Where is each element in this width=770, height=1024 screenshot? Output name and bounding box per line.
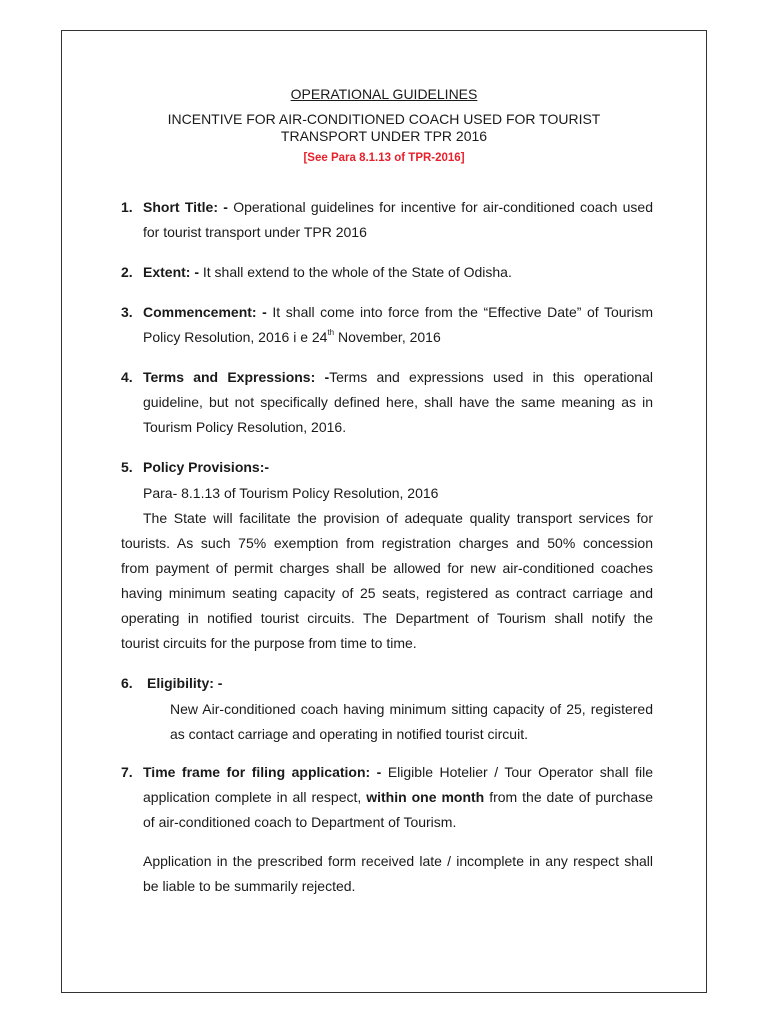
section-3-line-1: Commencement: - It shall come into force from the “Effective Date” of Tourism [143, 304, 653, 320]
section-5-line-5: operating in notified tourist circuits. The Department of Tourism shall notify the [121, 610, 653, 626]
section-6-line-1: New Air-conditioned coach having minimum sitting capacity of 25, registered [170, 701, 653, 717]
section-3-number: 3. [121, 304, 133, 320]
section-5-line-3: from payment of permit charges shall be allowed for new air-conditioned coaches [121, 560, 653, 576]
section-4-line-3: Tourism Policy Resolution, 2016. [143, 419, 347, 435]
section-4-line-1: Terms and Expressions: -Terms and expressions used in this operational [143, 369, 653, 385]
section-7-line-1: Time frame for filing application: - Eligible Hotelier / Tour Operator shall file [143, 764, 653, 780]
section-2-number: 2. [121, 264, 133, 280]
section-4-number: 4. [121, 369, 133, 385]
reference-note: [See Para 8.1.13 of TPR-2016] [303, 152, 465, 164]
section-5-line-6: tourist circuits for the purpose from time to time. [121, 635, 417, 651]
section-5-para-ref: Para- 8.1.13 of Tourism Policy Resolution, 2016 [143, 485, 439, 501]
section-4-heading: Terms and Expressions: - [143, 369, 330, 385]
section-1-heading: Short Title: - [143, 199, 228, 215]
section-7-note-line-1: Application in the prescribed form received late / incomplete in any respect shall [143, 853, 653, 869]
section-5-heading: Policy Provisions:- [143, 459, 270, 475]
section-4-line-2: guideline, but not specifically defined here, shall have the same meaning as in [143, 394, 653, 410]
section-1-line-1: Short Title: - Operational guidelines for incentive for air-conditioned coach used [143, 199, 654, 215]
section-5-number: 5. [121, 459, 133, 475]
section-5-line-1: The State will facilitate the provision of adequate quality transport services for [143, 510, 653, 526]
section-6-heading: Eligibility: - [147, 675, 223, 691]
section-7-line-3: of air-conditioned coach to Department of Tourism. [143, 814, 457, 830]
section-6-number: 6. [121, 675, 133, 691]
subtitle-line-1: INCENTIVE FOR AIR-CONDITIONED COACH USED FOR TOURIST [167, 111, 601, 127]
section-3-heading: Commencement: - [143, 304, 267, 320]
section-7-heading: Time frame for filing application: - [143, 764, 382, 780]
section-6-line-2: as contact carriage and operating in notified tourist circuit. [170, 726, 528, 742]
section-1-line-2: for tourist transport under TPR 2016 [143, 224, 367, 240]
section-2-line-1: Extent: - It shall extend to the whole of the State of Odisha. [143, 264, 512, 280]
section-7-line-2: application complete in all respect, within one month from the date of purchase [143, 789, 653, 805]
section-5-line-2: tourists. As such 75% exemption from registration charges and 50% concession [121, 535, 653, 551]
section-7-note-line-2: be liable to be summarily rejected. [143, 878, 356, 894]
document-subtitle [61, 111, 707, 145]
document-title: OPERATIONAL GUIDELINES [290, 86, 478, 102]
section-5-line-4: having minimum seating capacity of 25 seats, registered as contract carriage and [121, 585, 653, 601]
section-2-heading: Extent: - [143, 264, 199, 280]
subtitle-line-2: TRANSPORT UNDER TPR 2016 [280, 128, 488, 144]
section-7-number: 7. [121, 764, 133, 780]
section-7-deadline-emphasis: within one month [366, 789, 485, 805]
section-3-line-2: Policy Resolution, 2016 i e 24th November, 2016 [143, 328, 441, 345]
section-1-number: 1. [121, 199, 133, 215]
